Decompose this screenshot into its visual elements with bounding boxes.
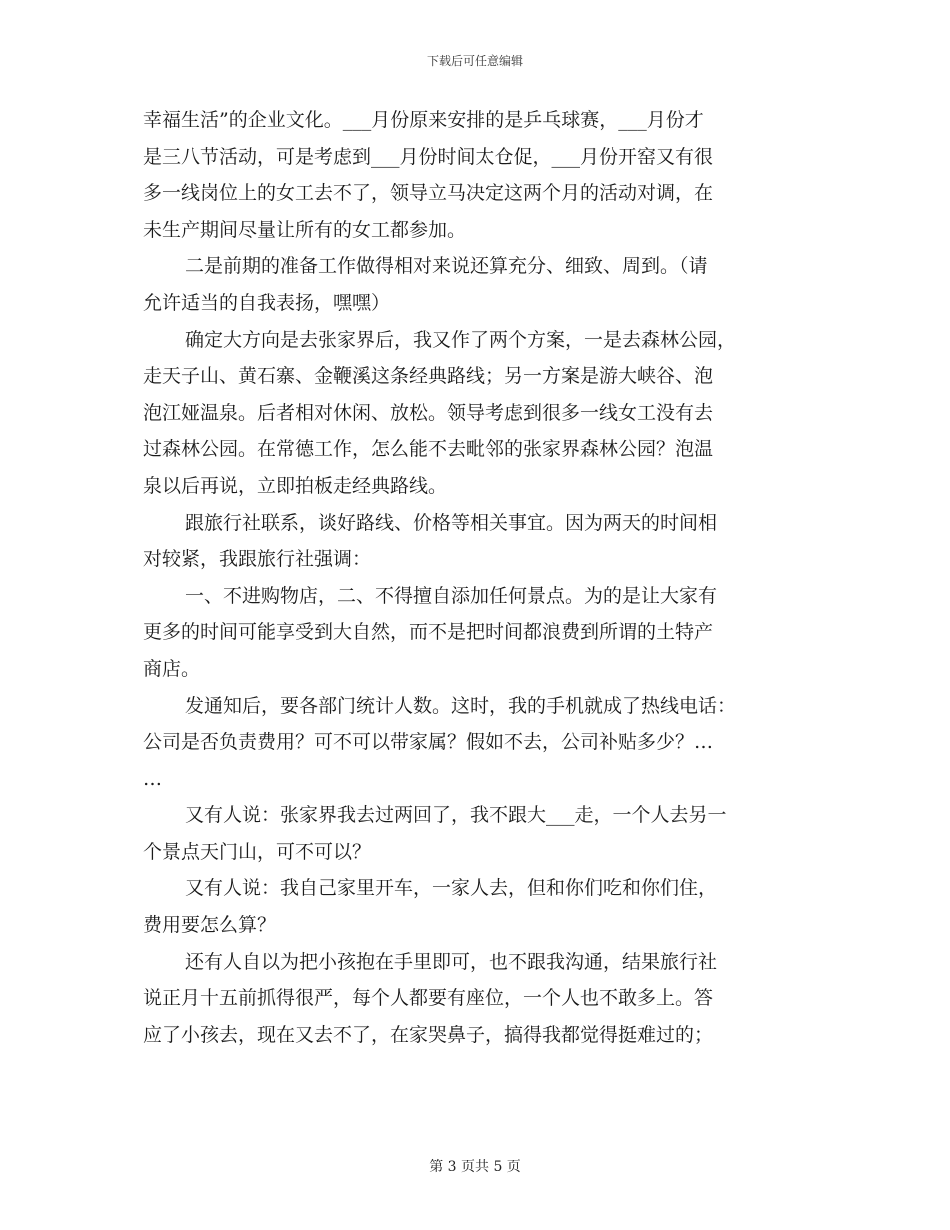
text-line: 更多的时间可能享受到大自然，而不是把时间都浪费到所谓的土特产 bbox=[143, 621, 714, 644]
text-line: 走天子山、黄石寨、金鞭溪这条经典路线；另一方案是游大峡谷、泡 bbox=[143, 365, 714, 388]
paragraph-first-line: 还有人自以为把小孩抱在手里即可，也不跟我沟通，结果旅行社 bbox=[185, 950, 718, 973]
paragraph-first-line: 确定大方向是去张家界后，我又作了两个方案，一是去森林公园， bbox=[185, 328, 737, 351]
text-line: … bbox=[143, 767, 162, 790]
text-line: 应了小孩去，现在又去不了，在家哭鼻子，搞得我都觉得挺难过的； bbox=[143, 1023, 714, 1046]
text-line: 公司是否负责费用？可不可以带家属？假如不去，公司补贴多少？… bbox=[143, 731, 714, 754]
page-header: 下载后可任意编辑 bbox=[426, 54, 523, 68]
text-line: 说正月十五前抓得很严，每个人都要有座位，一个人也不敢多上。答 bbox=[143, 987, 714, 1010]
paragraph-first-line: 又有人说：我自己家里开车，一家人去，但和你们吃和你们住， bbox=[185, 877, 718, 900]
paragraph-first-line: 发通知后，要各部门统计人数。这时，我的手机就成了热线电话： bbox=[185, 694, 737, 717]
text-line: 允许适当的自我表扬，嘿嘿） bbox=[143, 291, 391, 314]
paragraph-first-line: 一、不进购物店，二、不得擅自添加任何景点。为的是让大家有 bbox=[185, 584, 718, 607]
text-line: 泉以后再说，立即拍板走经典路线。 bbox=[143, 474, 448, 497]
text-line: 个景点天门山，可不可以？ bbox=[143, 840, 372, 863]
text-line: 泡江娅温泉。后者相对休闲、放松。领导考虑到很多一线女工没有去 bbox=[143, 401, 714, 424]
text-line: 幸福生活”的企业文化。___月份原来安排的是乒乓球赛，___月份才 bbox=[143, 109, 704, 131]
page-number-footer: 第 3 页共 5 页 bbox=[429, 1159, 521, 1175]
document-body bbox=[143, 102, 807, 1053]
paragraph-first-line: 又有人说：张家界我去过两回了，我不跟大___走，一个人去另一 bbox=[185, 804, 727, 827]
text-line: 未生产期间尽量让所有的女工都参加。 bbox=[143, 218, 467, 241]
paragraph-first-line: 二是前期的准备工作做得相对来说还算充分、细致、周到。（请 bbox=[185, 255, 708, 278]
text-line: 商店。 bbox=[143, 657, 201, 680]
paragraph-first-line: 跟旅行社联系，谈好路线、价格等相关事宜。因为两天的时间相 bbox=[185, 511, 718, 534]
text-line: 多一线岗位上的女工去不了，领导立马决定这两个月的活动对调，在 bbox=[143, 182, 714, 205]
text-line: 费用要怎么算？ bbox=[143, 914, 277, 937]
text-line: 对较紧，我跟旅行社强调： bbox=[143, 548, 372, 571]
text-line: 是三八节活动，可是考虑到___月份时间太仓促，___月份开窑又有很 bbox=[143, 145, 714, 168]
text-line: 过森林公园。在常德工作，怎么能不去毗邻的张家界森林公园？泡温 bbox=[143, 438, 714, 461]
